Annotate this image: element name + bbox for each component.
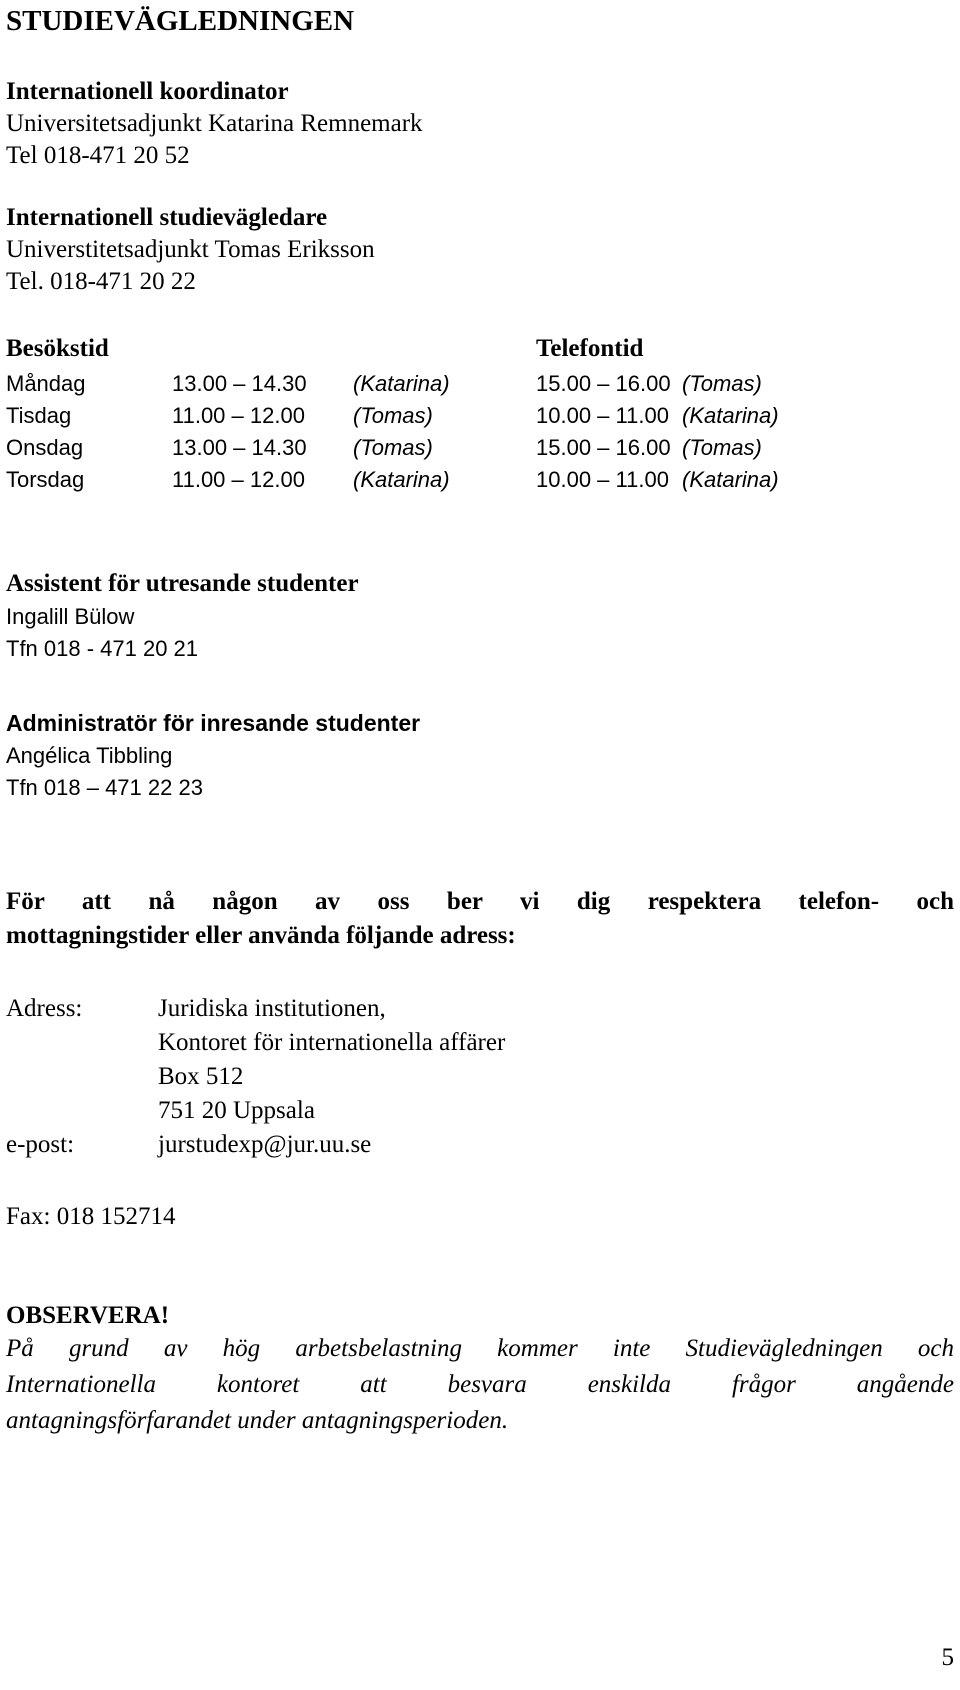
address-line: Juridiska institutionen, [158,995,386,1022]
address-line: 751 20 Uppsala [158,1097,315,1124]
phone-time: 15.00 – 16.00 [536,371,671,396]
visit-person: (Katarina) [353,371,450,396]
visit-time: 13.00 – 14.30 [172,435,307,460]
incoming-name: Angélica Tibbling [6,743,173,768]
outgoing-role: Assistent för utresande studenter [6,570,359,597]
phone-time: 10.00 – 11.00 [536,403,669,428]
incoming-role: Administratör för inresande studenter [6,710,421,736]
visit-time: 13.00 – 14.30 [172,371,307,396]
phone-person: (Tomas) [682,371,762,396]
advisor-name: Universtitetsadjunkt Tomas Eriksson [6,236,375,263]
coordinator-role: Internationell koordinator [6,78,289,105]
schedule-day: Onsdag [6,435,84,460]
notice-line-1: På grund av hög arbetsbelastning kommer inte Studievägledningen och [6,1335,954,1362]
visit-time: 11.00 – 12.00 [172,467,305,492]
email-address[interactable]: jurstudexp@jur.uu.se [158,1131,372,1158]
contact-note-line-2: mottagningstider eller använda följande adress: [6,922,516,949]
coordinator-phone: Tel 018-471 20 52 [6,142,190,169]
incoming-phone: Tfn 018 – 471 22 23 [6,775,203,800]
outgoing-phone: Tfn 018 - 471 20 21 [6,636,199,661]
visit-hours-header: Besökstid [6,335,109,362]
address-line: Kontoret för internationella affärer [158,1029,506,1056]
advisor-phone: Tel. 018-471 20 22 [6,268,196,295]
coordinator-name: Universitetsadjunkt Katarina Remnemark [6,110,423,137]
phone-person: (Katarina) [682,403,779,428]
contact-note-line-1: För att nå någon av oss ber vi dig respektera telefon- och [6,888,954,915]
page-title: STUDIEVÄGLEDNINGEN [6,5,355,37]
page-number: 5 [941,1644,954,1671]
address-line: Box 512 [158,1063,244,1090]
address-label: Adress: [6,995,83,1022]
visit-time: 11.00 – 12.00 [172,403,305,428]
phone-hours-header: Telefontid [536,335,644,362]
phone-person: (Katarina) [682,467,779,492]
phone-person: (Tomas) [682,435,762,460]
fax-number: Fax: 018 152714 [6,1203,176,1230]
notice-title: OBSERVERA! [6,1302,170,1329]
advisor-role: Internationell studievägledare [6,204,328,231]
notice-line-2: Internationella kontoret att besvara enskilda frågor angående [6,1371,954,1398]
schedule-day: Tisdag [6,403,72,428]
phone-time: 10.00 – 11.00 [536,467,669,492]
schedule-day: Torsdag [6,467,85,492]
outgoing-name: Ingalill Bülow [6,604,135,629]
email-label: e-post: [6,1131,75,1158]
schedule-day: Måndag [6,371,86,396]
visit-person: (Katarina) [353,467,450,492]
visit-person: (Tomas) [353,403,433,428]
visit-person: (Tomas) [353,435,433,460]
phone-time: 15.00 – 16.00 [536,435,671,460]
notice-line-3: antagningsförfarandet under antagningsperioden. [6,1407,509,1434]
